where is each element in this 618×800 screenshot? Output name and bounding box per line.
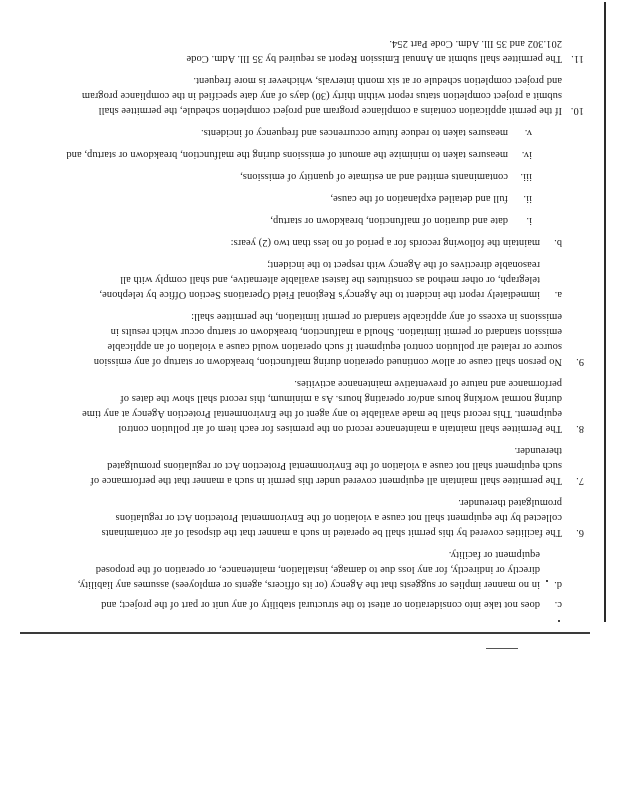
document-text-line: and project completion schedule or at six month intervals, whichever is more frequent. xyxy=(193,75,562,86)
document-text-line: contaminants emitted and an estimate of quantity of emissions, xyxy=(240,171,508,182)
document-text-line: equipment or facility. xyxy=(448,549,540,560)
document-text-line: telegraph, or other method as constitutes the fastest available alternative, and shall comply with all xyxy=(120,274,540,285)
item-label: iv. xyxy=(521,149,532,160)
document-text-line: equipment. This record shall be made available to any agent of the Environmental Protection Agency at any time xyxy=(82,408,562,419)
document-text-line: immediately report the incident to the Agency's Regional Field Operations Section Office by telephone, xyxy=(99,289,540,300)
document-text-line: full and detailed explanation of the cause, xyxy=(330,193,508,204)
item-label: ii. xyxy=(523,193,532,204)
item-label: i. xyxy=(526,215,532,226)
document-text-line: reasonable directives of the Agency with respect to the incident; xyxy=(267,259,540,270)
document-text-line: If the permit application contains a compliance program and project completion schedule, the permittee shall xyxy=(98,105,562,116)
item-label: 9. xyxy=(576,356,584,367)
item-label: v. xyxy=(524,127,532,138)
scan-edge-line xyxy=(604,2,606,622)
document-text-line: The facilities covered by this permit shall be operated in such a manner that the disposal of air contaminants xyxy=(101,527,562,538)
item-label: a. xyxy=(554,289,562,300)
document-text-line: in no manner implies or suggests that the Agency (or its officers, agents or employees) assumes any liability, xyxy=(77,579,540,590)
item-label: 10. xyxy=(570,105,584,116)
document-text-line: The permittee shall maintain all equipment covered under this permit in such a manner that the performance of xyxy=(90,475,562,486)
item-label: iii. xyxy=(520,171,532,182)
document-text-line: maintain the following records for a period of no less than two (2) years: xyxy=(230,237,540,248)
document-text-line: The Permittee shall maintain a maintenance record on the premises for each item of air pollution control xyxy=(118,423,562,434)
document-text-line: promulgated thereunder. xyxy=(458,497,562,508)
scan-speck xyxy=(486,648,518,649)
document-text-line: The permittee shall submit an Annual Emission Report as required by 35 Ill. Adm. Code xyxy=(186,53,562,64)
item-label: 11. xyxy=(571,53,584,64)
document-text-line: date and duration of malfunction, breakdown or startup, xyxy=(270,215,508,226)
scan-speck xyxy=(558,620,560,622)
item-label: 8. xyxy=(576,423,584,434)
document-text-line: submit a project completion status report within thirty (30) days of any date specified in the compliance program xyxy=(81,90,562,101)
document-text-line: measures taken to reduce future occurrences and frequency of incidents. xyxy=(200,127,508,138)
document-text-line: emission standard or permit limitation. Should a malfunction, breakdown or startup occur which results in xyxy=(110,326,562,337)
document-text-line: directly or indirectly, for any loss due to damage, installation, maintenance, or operation of the proposed xyxy=(95,564,540,575)
page-separator-line xyxy=(20,632,590,634)
item-label: c. xyxy=(554,599,562,610)
document-text-line: measures taken to minimize the amount of emissions during the malfunction, breakdown or startup, and xyxy=(66,149,508,160)
document-text-line: collected by the equipment shall not cause a violation of the Environmental Protection Act or regulations xyxy=(115,512,562,523)
document-text-line: 201.302 and 35 Ill. Adm. Code Part 254. xyxy=(389,38,562,49)
document-text-line: does not take into consideration or attest to the structural stability of any unit or part of the project; and xyxy=(101,599,540,610)
item-label: 7. xyxy=(576,475,584,486)
document-text-line: such equipment shall not cause a violation of the Environmental Protection Act or regulations promulgated xyxy=(107,460,562,471)
document-text-line: performance and nature of preventative maintenance activities. xyxy=(294,378,562,389)
document-text-line: No person shall cause or allow continued operation during malfunction, breakdown or startup of any emission xyxy=(93,356,562,367)
item-label: d. xyxy=(554,579,562,590)
document-text-line: emissions in excess of any applicable standard or permit limitation, the permittee shall: xyxy=(190,311,562,322)
document-text-line: during normal working hours and/or operating hours. As a minimum, this record shall show the dates of xyxy=(120,393,562,404)
document-text-line: thereunder. xyxy=(514,445,562,456)
item-label: b. xyxy=(554,237,562,248)
scan-speck xyxy=(546,580,548,582)
item-label: 6. xyxy=(576,527,584,538)
document-text-line: source or related air pollution control equipment if such operation would cause a violation of an applicable xyxy=(107,341,562,352)
